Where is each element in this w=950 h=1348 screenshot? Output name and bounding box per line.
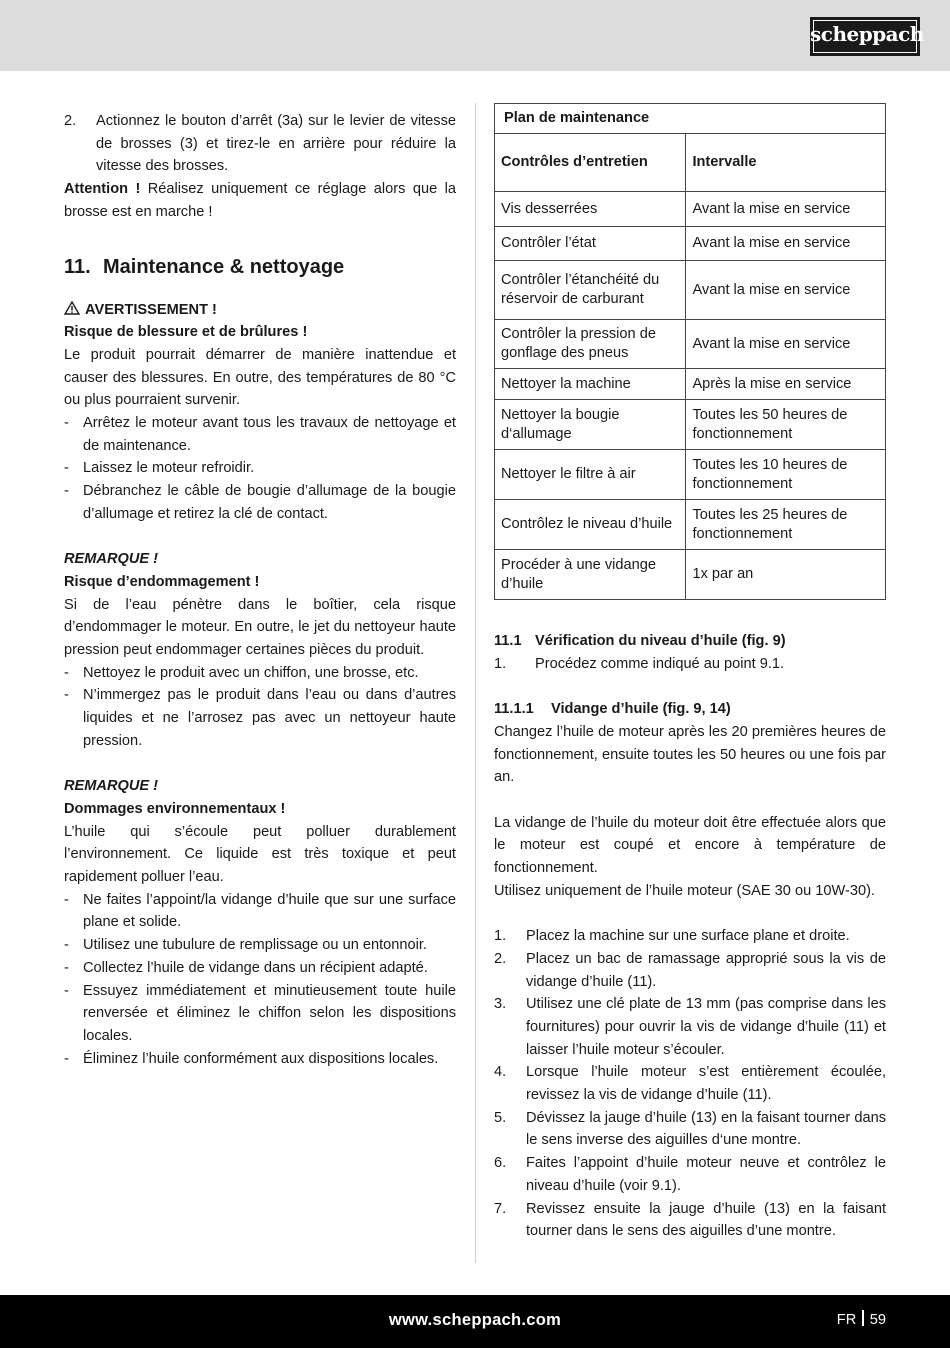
table-header-row (495, 134, 886, 192)
oil-check-number: 11.1 (494, 633, 522, 649)
intro-step-text: Actionnez le bouton d’arrêt (3a) sur le levier de vitesse de brosses (3) et tirez-le en arrière pour réduire la vitesse des brosses. (96, 113, 456, 175)
remark1-item-1: Nettoyez le produit avec un chiffon, une brosse, etc. (83, 664, 419, 681)
remark1-label: REMARQUE ! (64, 551, 159, 568)
footer-bar (0, 1295, 950, 1348)
warning-heading: Risque de blessure et de brûlures ! (64, 324, 308, 341)
oil-change-para3: Utilisez uniquement de l’huile moteur (SAE 30 ou 10W-30). (494, 882, 875, 899)
cell-check: Contrôlez le niveau d’huile (495, 500, 686, 550)
warning-label-row (64, 299, 456, 322)
col-header-interval: Intervalle (686, 134, 886, 192)
list-item (64, 980, 456, 1048)
intro-step-number: 2. (64, 113, 77, 129)
col-header-checks: Contrôles d’entretien (495, 134, 686, 192)
cell-check: Contrôler l’état (495, 227, 686, 261)
intro-step (64, 110, 456, 178)
cell-check: Procéder à une vidange d’huile (495, 550, 686, 600)
warning-label: AVERTISSEMENT ! (85, 301, 217, 318)
list-item (494, 948, 886, 993)
table-title-row (495, 104, 886, 134)
section-title (64, 252, 456, 282)
cell-check: Contrôler l’étanchéité du réservoir de carburant (495, 261, 686, 320)
remark1-text: Si de l’eau pénètre dans le boîtier, cela risque d’endommager le moteur. En outre, le jet du nettoyeur haute pression peut endommager certaines pièces du produit. (64, 596, 456, 659)
oil-change-number: 11.1.1 (494, 701, 534, 718)
cell-interval: Avant la mise en service (686, 192, 886, 227)
step-number: 4. (494, 1064, 507, 1081)
right-column (494, 630, 886, 1243)
table-row (495, 550, 886, 600)
header-band (0, 0, 950, 71)
table-row (495, 192, 886, 227)
step-text: Utilisez une clé plate de 13 mm (pas comprise dans les fournitures) pour ouvrir la vis de vidange d’huile (11) et laisser l’huile moteur s’écouler. (526, 996, 886, 1058)
list-item (494, 1198, 886, 1243)
remark2-heading: Dommages environnementaux ! (64, 800, 286, 817)
page-number: 59 (869, 1312, 886, 1328)
table-row (495, 500, 886, 550)
remark1-item-2: N’immergez pas le produit dans l’eau ou dans d’autres liquides et ne l’arrosez pas avec un nettoyeur haute pression. (83, 687, 456, 749)
table-row (495, 261, 886, 320)
cell-interval: Avant la mise en service (686, 320, 886, 369)
page-indicator (837, 1309, 886, 1331)
oil-change-title: Vidange d’huile (fig. 9, 14) (551, 701, 731, 718)
warning-item-2: Laissez le moteur refroidir. (83, 460, 255, 477)
list-item (64, 662, 456, 685)
list-item (494, 925, 886, 948)
language-code: FR (836, 1312, 857, 1328)
list-item (64, 1048, 456, 1071)
dash-marker: - (64, 415, 69, 432)
step-text: Faites l’appoint d’huile moteur neuve et contrôlez le niveau d’huile (voir 9.1). (526, 1155, 886, 1194)
step-text: Placez un bac de ramassage approprié sous la vis de vidange d’huile (11). (526, 950, 886, 990)
maintenance-table (494, 103, 886, 600)
step-number: 7. (494, 1200, 507, 1217)
step-number: 2. (494, 950, 507, 967)
section-number: 11. (64, 255, 91, 278)
oil-check-step-number: 1. (494, 655, 507, 672)
table-row (495, 450, 886, 500)
table-row (495, 227, 886, 261)
step-number: 1. (494, 928, 507, 945)
step-number: 3. (494, 996, 507, 1013)
list-item (494, 1061, 886, 1106)
remark1-heading: Risque d’endommagement ! (64, 573, 260, 590)
warning-item-1: Arrêtez le moteur avant tous les travaux de nettoyage et de maintenance. (83, 415, 456, 454)
dash-marker: - (64, 460, 69, 477)
table-row (495, 400, 886, 450)
list-item (494, 993, 886, 1061)
dash-marker: - (64, 937, 69, 954)
warning-item-3: Débranchez le câble de bougie d’allumage de la bougie d’allumage et retirez la clé de contact. (83, 483, 456, 522)
remark2-item-3: Collectez l’huile de vidange dans un récipient adapté. (83, 959, 428, 976)
cell-check: Nettoyer la bougie d‘allumage (495, 400, 686, 450)
cell-interval: Avant la mise en service (686, 227, 886, 261)
step-text: Placez la machine sur une surface plane et droite. (526, 928, 850, 945)
dash-marker: - (64, 664, 69, 681)
step-text: Dévissez la jauge d’huile (13) en la faisant tourner dans le sens inverse des aiguilles d‘une montre. (526, 1109, 886, 1149)
oil-check-step-text: Procédez comme indiqué au point 9.1. (535, 655, 785, 672)
dash-marker: - (64, 1050, 69, 1067)
list-item (64, 957, 456, 980)
warning-text: Le produit pourrait démarrer de manière inattendue et causer des blessures. En outre, des températures de 80 °C ou plus pourraient survenir. (64, 346, 456, 409)
cell-check: Nettoyer le filtre à air (495, 450, 686, 500)
oil-check-title: Vérification du niveau d’huile (fig. 9) (535, 633, 786, 649)
step-text: Lorsque l’huile moteur s’est entièrement écoulée, revissez la vis de vidange d’huile (11). (526, 1064, 886, 1104)
logo-text: scheppach (810, 22, 924, 46)
oil-change-para2: La vidange de l’huile du moteur doit être effectuée alors que le moteur est coupé et encore à température de fonctionnement. (494, 814, 886, 876)
remark2-item-1: Ne faites l’appoint/la vidange d’huile que sur une surface plane et solide. (83, 891, 456, 931)
oil-check-heading (494, 630, 886, 653)
cell-check: Nettoyer la machine (495, 369, 686, 400)
remark2-text: L’huile qui s’écoule peut polluer durablement l’environnement. Ce liquide est très toxique et peut rapidement polluer l’eau. (64, 823, 456, 886)
remark2-label: REMARQUE ! (64, 778, 159, 795)
dash-marker: - (64, 959, 69, 976)
column-divider (475, 103, 476, 1263)
oil-check-step (494, 653, 886, 676)
remark2-item-4: Essuyez immédiatement et minutieusement toute huile renversée et éliminez le chiffon selon les dispositions locales. (83, 982, 456, 1044)
table-row (495, 320, 886, 369)
step-number: 6. (494, 1155, 507, 1172)
attention-text: Réalisez uniquement ce réglage alors que la brosse est en marche ! (64, 181, 456, 220)
attention-note (64, 178, 456, 223)
dash-marker: - (64, 483, 69, 500)
list-item (64, 684, 456, 752)
list-item (494, 1152, 886, 1197)
cell-check: Contrôler la pression de gonflage des pneus (495, 320, 686, 369)
cell-check: Vis desserrées (495, 192, 686, 227)
section-title-text: Maintenance & nettoyage (103, 255, 345, 278)
cell-interval: Après la mise en service (686, 369, 886, 400)
warning-triangle-icon (64, 301, 80, 315)
page-separator (862, 1310, 864, 1326)
list-item (64, 412, 456, 457)
list-item (64, 457, 456, 480)
brand-logo (810, 17, 924, 56)
cell-interval: Toutes les 50 heures de fonctionnement (686, 400, 886, 450)
list-item (64, 934, 456, 957)
dash-marker: - (64, 891, 69, 908)
dash-marker: - (64, 687, 69, 704)
cell-interval: Toutes les 10 heures de fonctionnement (686, 450, 886, 500)
table-row (495, 369, 886, 400)
attention-label: Attention ! (64, 181, 141, 198)
step-number: 5. (494, 1109, 507, 1126)
list-item (64, 480, 456, 525)
table-title: Plan de maintenance (495, 104, 886, 134)
step-text: Revissez ensuite la jauge d’huile (13) en la faisant tourner dans le sens des aiguilles d’une montre. (526, 1200, 886, 1240)
remark2-item-5: Éliminez l’huile conformément aux dispositions locales. (83, 1050, 439, 1067)
footer-url[interactable]: www.scheppach.com (388, 1311, 562, 1329)
oil-change-heading (494, 698, 886, 721)
cell-interval: 1x par an (686, 550, 886, 600)
list-item (494, 1107, 886, 1152)
cell-interval: Toutes les 25 heures de fonctionnement (686, 500, 886, 550)
left-column (64, 110, 456, 1070)
cell-interval: Avant la mise en service (686, 261, 886, 320)
remark2-item-2: Utilisez une tubulure de remplissage ou un entonnoir. (83, 937, 427, 954)
oil-change-para1: Changez l’huile de moteur après les 20 premières heures de fonctionnement, ensuite toutes les 50 heures ou une fois par an. (494, 723, 886, 786)
dash-marker: - (64, 982, 69, 999)
list-item (64, 889, 456, 934)
